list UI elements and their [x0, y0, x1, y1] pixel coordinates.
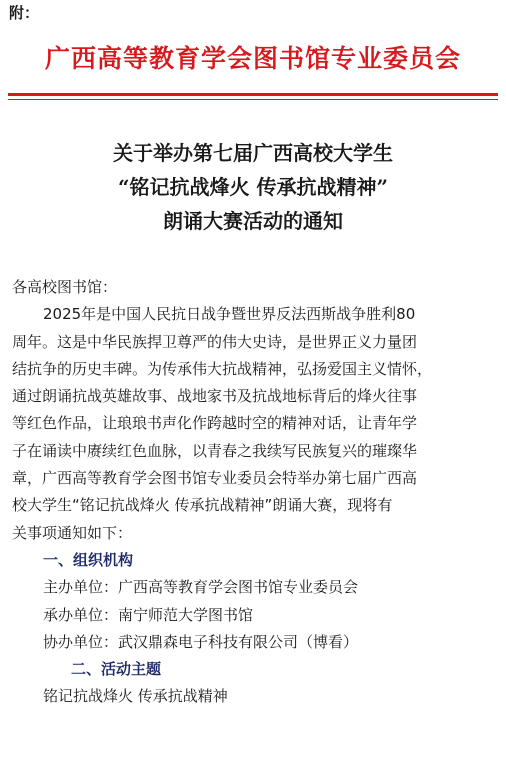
intro-line: 2025年是中国人民抗日战争暨世界反法西斯战争胜利80 [43, 305, 416, 324]
notice-body [12, 274, 496, 711]
section-heading-theme: 二、活动主题 [71, 660, 162, 679]
salutation: 各高校图书馆： [12, 278, 118, 296]
section-heading-organization: 一、组织机构 [43, 550, 134, 569]
title-line: “铭记抗战烽火 传承抗战精神” [118, 175, 388, 199]
header-rule-thin [8, 99, 498, 100]
intro-line: 校大学生“铭记抗战烽火 传承抗战精神”朗诵大赛，现将有 [12, 496, 393, 515]
organizer-item: 主办单位：广西高等教育学会图书馆专业委员会 [43, 578, 359, 597]
intro-line: 关事项通知如下： [12, 523, 133, 542]
organizer-item: 协办单位：武汉鼎森电子科技有限公司（博看） [43, 632, 359, 651]
title-line: 朗诵大赛活动的通知 [163, 209, 343, 233]
intro-paragraph [12, 301, 496, 547]
intro-line: 等红色作品，让琅琅书声化作跨越时空的精神对话，让青年学 [12, 414, 418, 433]
attachment-label: 附： [9, 4, 40, 22]
intro-line: 子在诵读中赓续红色血脉，以青春之我续写民族复兴的璀璨华 [12, 441, 418, 460]
intro-line: 章，广西高等教育学会图书馆专业委员会特举办第七届广西高 [12, 469, 418, 488]
notice-title [0, 136, 506, 238]
intro-line: 周年。这是中华民族捍卫尊严的伟大史诗，是世界正义力量团 [12, 332, 418, 351]
org-title: 广西高等教育学会图书馆专业委员会 [44, 44, 461, 73]
intro-line: 结抗争的历史丰碑。为传承伟大抗战精神，弘扬爱国主义情怀， [12, 359, 433, 378]
theme-text: 铭记抗战烽火 传承抗战精神 [43, 687, 228, 706]
organizer-item: 承办单位：南宁师范大学图书馆 [43, 605, 254, 624]
header-rule-thick [8, 93, 498, 96]
title-line: 关于举办第七届广西高校大学生 [113, 141, 393, 165]
intro-line: 通过朗诵抗战英雄故事、战地家书及抗战地标背后的烽火往事 [12, 387, 418, 406]
